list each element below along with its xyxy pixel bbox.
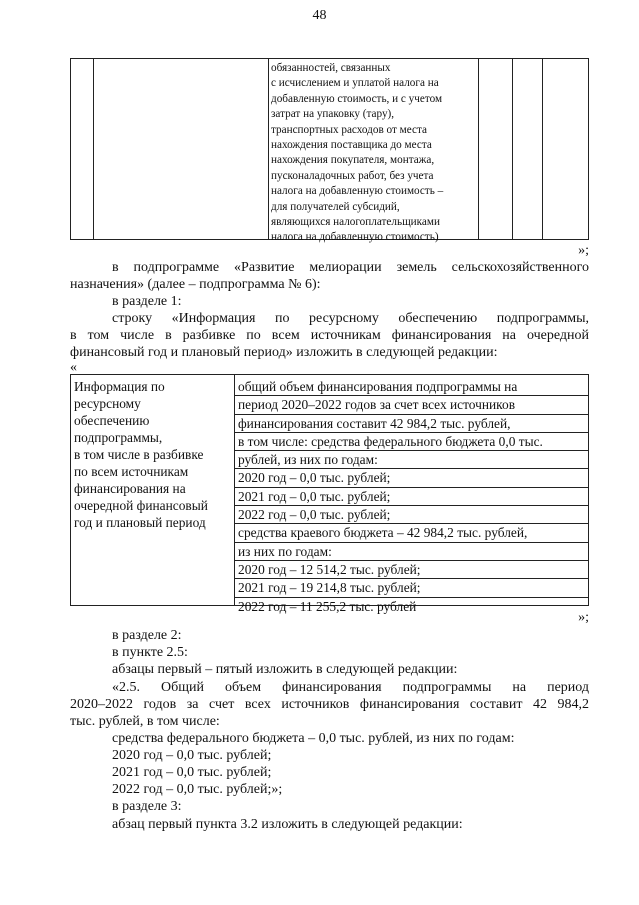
text-line: с исчислением и уплатой налога на	[271, 77, 439, 90]
paragraph-subprogram-line1: в подпрограмме «Развитие мелиорации земель сельскохозяйственного	[112, 260, 589, 275]
federal-budget-line: средства федерального бюджета – 0,0 тыс. рублей, из них по годам:	[112, 731, 515, 746]
text-line: год и плановый период	[74, 515, 206, 530]
text-line: являющихся налогоплательщиками	[271, 216, 440, 229]
close-quote: »;	[578, 610, 589, 625]
table-fragment-text	[271, 61, 473, 246]
paragraph-32: абзац первый пункта 3.2 изложить в следующей редакции:	[112, 817, 463, 832]
text-line: по всем источникам	[74, 464, 189, 479]
text-line: 2022 год – 0,0 тыс. рублей;	[235, 506, 589, 524]
text-line: ресурсному	[74, 396, 141, 411]
table-divider	[93, 59, 94, 239]
paragraph-subprogram-line2: назначения» (далее – подпрограмма № 6):	[70, 277, 321, 292]
table-divider	[512, 59, 513, 239]
text-line: 2020 год – 0,0 тыс. рублей;	[235, 469, 589, 487]
table-divider	[478, 59, 479, 239]
text-line: средства краевого бюджета – 42 984,2 тыс. рублей,	[235, 524, 589, 542]
text-line: рублей, из них по годам:	[235, 451, 589, 469]
paragraph-abz: абзацы первый – пятый изложить в следующей редакции:	[112, 662, 458, 677]
paragraph-25-line2: 2020–2022 годов за счет всех источников финансирования составит 42 984,2	[70, 697, 589, 712]
text-line: 2021 год – 0,0 тыс. рублей;	[235, 488, 589, 506]
text-line: финансирования на	[74, 481, 186, 496]
text-line: для получателей субсидий,	[271, 200, 400, 213]
text-line: общий объем финансирования подпрограммы на	[235, 378, 589, 396]
text-line: в том числе: средства федерального бюджета 0,0 тыс.	[235, 433, 589, 451]
text-line: нахождения покупателя, монтажа,	[271, 154, 435, 167]
text-line: обязанностей, связанных	[271, 62, 391, 74]
item-25-heading: в пункте 2.5:	[112, 645, 188, 660]
resource-info-table	[70, 374, 589, 614]
table-divider	[542, 59, 543, 239]
text-line: 2020 год – 12 514,2 тыс. рублей;	[235, 561, 589, 579]
text-line: из них по годам:	[235, 543, 589, 561]
text-line: период 2020–2022 годов за счет всех источников	[235, 396, 589, 414]
paragraph-25-line1: «2.5. Общий объем финансирования подпрограммы на период	[112, 680, 589, 695]
year-2020-line: 2020 год – 0,0 тыс. рублей;	[112, 748, 272, 763]
text-line: очередной финансовый	[74, 498, 208, 513]
paragraph-row-line3: финансовый год и плановый период» изложить в следующей редакции:	[70, 345, 498, 360]
table-left-cell	[71, 375, 230, 531]
text-line: затрат на упаковку (тару),	[271, 108, 395, 121]
text-line: 2021 год – 19 214,8 тыс. рублей;	[235, 579, 589, 597]
table-divider	[268, 59, 269, 239]
text-line: нахождения поставщика до места	[271, 139, 432, 152]
text-line: добавленную стоимость, и с учетом	[271, 92, 443, 105]
text-line: подпрограммы,	[74, 430, 163, 445]
year-2022-line: 2022 год – 0,0 тыс. рублей;»;	[112, 782, 283, 797]
section1-heading: в разделе 1:	[112, 294, 182, 309]
page-number: 48	[312, 8, 327, 23]
close-quote: »;	[578, 243, 589, 258]
paragraph-25-line3: тыс. рублей, в том числе:	[70, 714, 220, 729]
paragraph-row-line1: строку «Информация по ресурсному обеспечению подпрограммы,	[112, 311, 589, 326]
table-fragment	[70, 58, 589, 244]
text-line: Информация по	[74, 379, 165, 394]
year-2021-line: 2021 год – 0,0 тыс. рублей;	[112, 765, 272, 780]
open-quote: «	[70, 360, 77, 375]
section3-heading: в разделе 3:	[112, 799, 182, 814]
text-line: в том числе в разбивке	[74, 447, 204, 462]
text-line: налога на добавленную стоимость –	[271, 185, 444, 198]
paragraph-row-line2: в том числе в разбивке по всем источникам финансирования на очередной	[70, 328, 589, 343]
text-line: транспортных расходов от места	[271, 123, 427, 136]
text-line: финансирования составит 42 984,2 тыс. рублей,	[235, 415, 589, 433]
text-line: налога на добавленную стоимость)	[271, 231, 439, 244]
text-line: обеспечению	[74, 413, 150, 428]
text-line: 2022 год – 11 255,2 тыс. рублей	[238, 598, 417, 614]
section2-heading: в разделе 2:	[112, 628, 182, 643]
text-line: пусконаладочных работ, без учета	[271, 169, 434, 182]
table-right-cell	[235, 375, 589, 615]
